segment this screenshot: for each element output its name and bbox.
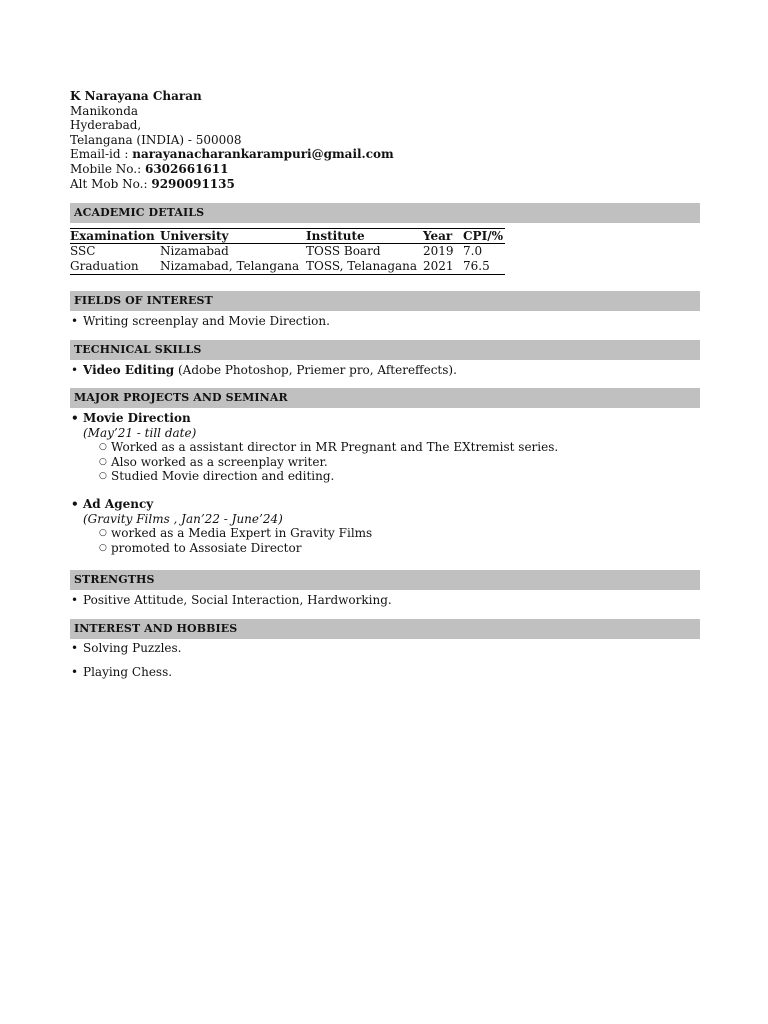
list-item: • Solving Puzzles. <box>70 641 710 656</box>
section-strengths <box>70 570 700 590</box>
table-cell: Nizamabad <box>160 244 229 258</box>
email-label: Email-id : <box>70 147 133 162</box>
strengths-list <box>70 593 710 608</box>
table-cell: SSC <box>70 244 96 258</box>
address-line-2: Hyderabad, <box>70 118 142 133</box>
fields-list <box>70 314 710 329</box>
address-line-3: Telangana (INDIA) - 500008 <box>70 132 242 147</box>
table-header-row <box>70 229 505 244</box>
table-cell: 2021 <box>423 259 463 275</box>
column-header: Institute <box>306 229 423 244</box>
column-header: Year <box>423 229 463 244</box>
column-header: CPI/% <box>463 229 503 243</box>
email-line <box>70 147 394 162</box>
project-ad-agency <box>70 497 710 555</box>
table-cell: TOSS Board <box>306 244 381 258</box>
table-cell: Nizamabad, Telangana <box>160 259 306 275</box>
list-item: ○ promoted to Assosiate Director <box>70 541 710 556</box>
section-interest-hobbies <box>70 619 700 639</box>
table-cell: 2019 <box>423 244 454 258</box>
section-title: INTEREST AND HOBBIES <box>74 622 238 635</box>
section-technical-skills <box>70 340 700 360</box>
alt-mobile-value: 9290091135 <box>151 176 235 191</box>
column-header: University <box>160 229 306 244</box>
section-title: ACADEMIC DETAILS <box>74 206 205 219</box>
technical-list <box>70 363 710 378</box>
list-item: ○ Also worked as a screenplay writer. <box>70 455 710 470</box>
project-date: (May’21 - till date) <box>83 425 197 440</box>
contact-block <box>70 89 394 191</box>
list-item: • Writing screenplay and Movie Direction. <box>70 314 710 329</box>
section-title: FIELDS OF INTEREST <box>74 294 213 307</box>
list-item: ○ worked as a Media Expert in Gravity Films <box>70 526 710 541</box>
hobbies-list <box>70 641 710 679</box>
section-title: MAJOR PROJECTS AND SEMINAR <box>74 391 288 404</box>
project-title: • Movie Direction <box>70 411 710 426</box>
mobile-value: 6302661611 <box>144 161 229 176</box>
skill-detail: (Adobe Photoshop, Priemer pro, Aftereffects). <box>174 363 457 377</box>
table-cell: Graduation <box>70 259 160 275</box>
list-item: ○ Worked as a assistant director in MR Pregnant and The EXtremist series. <box>70 440 710 455</box>
section-major-projects <box>70 388 700 408</box>
list-item: • Positive Attitude, Social Interaction, Hardworking. <box>70 593 710 608</box>
project-movie-direction <box>70 411 710 484</box>
table-cell: 76.5 <box>463 259 505 275</box>
mobile-label: Mobile No.: <box>70 161 145 176</box>
alt-mobile-label: Alt Mob No.: <box>70 176 152 191</box>
section-title: STRENGTHS <box>74 573 155 586</box>
table-cell: 7.0 <box>463 244 483 258</box>
academic-table <box>70 228 505 275</box>
alt-mobile-line <box>70 177 394 192</box>
section-academic-details <box>70 203 700 223</box>
project-date: (Gravity Films , Jan’22 - June’24) <box>83 511 283 526</box>
candidate-name: K Narayana Charan <box>70 89 202 103</box>
table-cell: TOSS, Telanagana <box>306 259 423 275</box>
section-title: TECHNICAL SKILLS <box>74 343 202 356</box>
project-title: • Ad Agency <box>70 497 710 512</box>
table-row <box>70 244 505 260</box>
email-value: narayanacharankarampuri@gmail.com <box>132 147 394 162</box>
column-header: Examination <box>70 229 160 244</box>
mobile-line <box>70 162 394 177</box>
section-fields-of-interest <box>70 291 700 311</box>
table-row <box>70 259 505 275</box>
address-line-1: Manikonda <box>70 103 139 118</box>
skill-name: Video Editing <box>83 363 175 377</box>
list-item: • Playing Chess. <box>70 665 710 680</box>
list-item <box>70 363 710 378</box>
list-item: ○ Studied Movie direction and editing. <box>70 469 710 484</box>
